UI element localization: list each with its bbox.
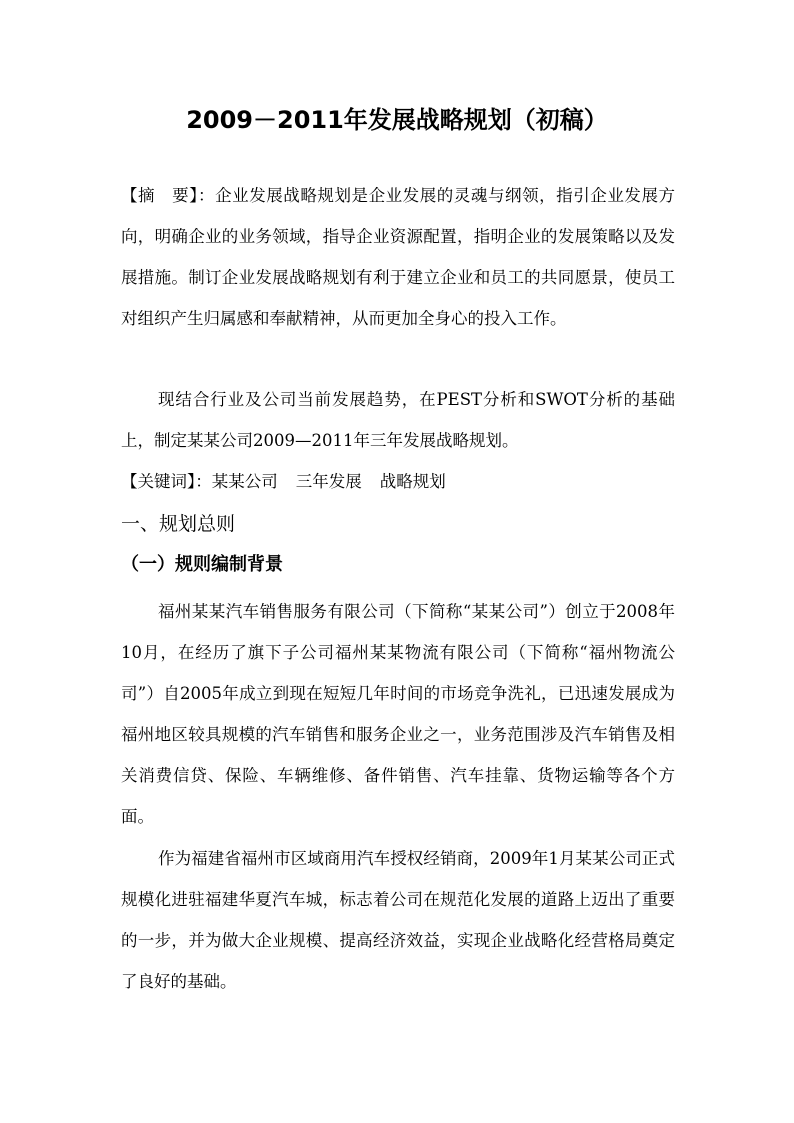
subsection-heading: （一）规则编制背景 xyxy=(121,554,283,575)
document-title: 2009－2011年发展战略规划（初稿） xyxy=(186,106,608,134)
keyword-item: 某某公司 xyxy=(211,472,278,491)
abstract-text: 企业发展战略规划是企业发展的灵魂与纲领，指引企业发展方向，明确企业的业务领域，指导企业资源配置，指明企业的发展策略以及发展措施。制订企业发展战略规划有利于建立企业和员工的共同愿景，使员工对组织产生归属感和奉献精神，从而更加全身心的投入工作。 xyxy=(121,186,675,328)
abstract-paragraph xyxy=(121,175,675,339)
keyword-item: 三年发展 xyxy=(295,472,362,491)
keyword-item: 战略规划 xyxy=(379,472,446,491)
keywords-paragraph xyxy=(121,461,675,502)
background-paragraph: 作为福建省福州市区域商用汽车授权经销商，2009年1月某某公司正式规模化进驻福建华夏汽车城，标志着公司在规范化发展的道路上迈出了重要的一步，并为做大企业规模、提高经济效益，实现企业战略化经营格局奠定了良好的基础。 xyxy=(121,849,675,991)
abstract-label: 【摘 要】： xyxy=(121,186,216,205)
current-situation-paragraph: 现结合行业及公司当前发展趋势，在PEST分析和SWOT分析的基础上，制定某某公司2009—2011年三年发展战略规划。 xyxy=(121,390,675,450)
background-paragraph: 福州某某汽车销售服务有限公司（下简称“某某公司”）创立于2008年10月，在经历了旗下子公司福州某某物流有限公司（下简称“福州物流公司”）自2005年成立到现在短短几年时间的市场竞争洗礼，已迅速发展成为福州地区较具规模的汽车销售和服务企业之一，业务范围涉及汽车销售及相关消费信贷、保险、车辆维修、备件销售、汽车挂靠、货物运输等各个方面。 xyxy=(121,602,675,826)
keywords-label: 【关键词】： xyxy=(121,472,212,491)
section-heading: 一、规划总则 xyxy=(121,513,236,535)
